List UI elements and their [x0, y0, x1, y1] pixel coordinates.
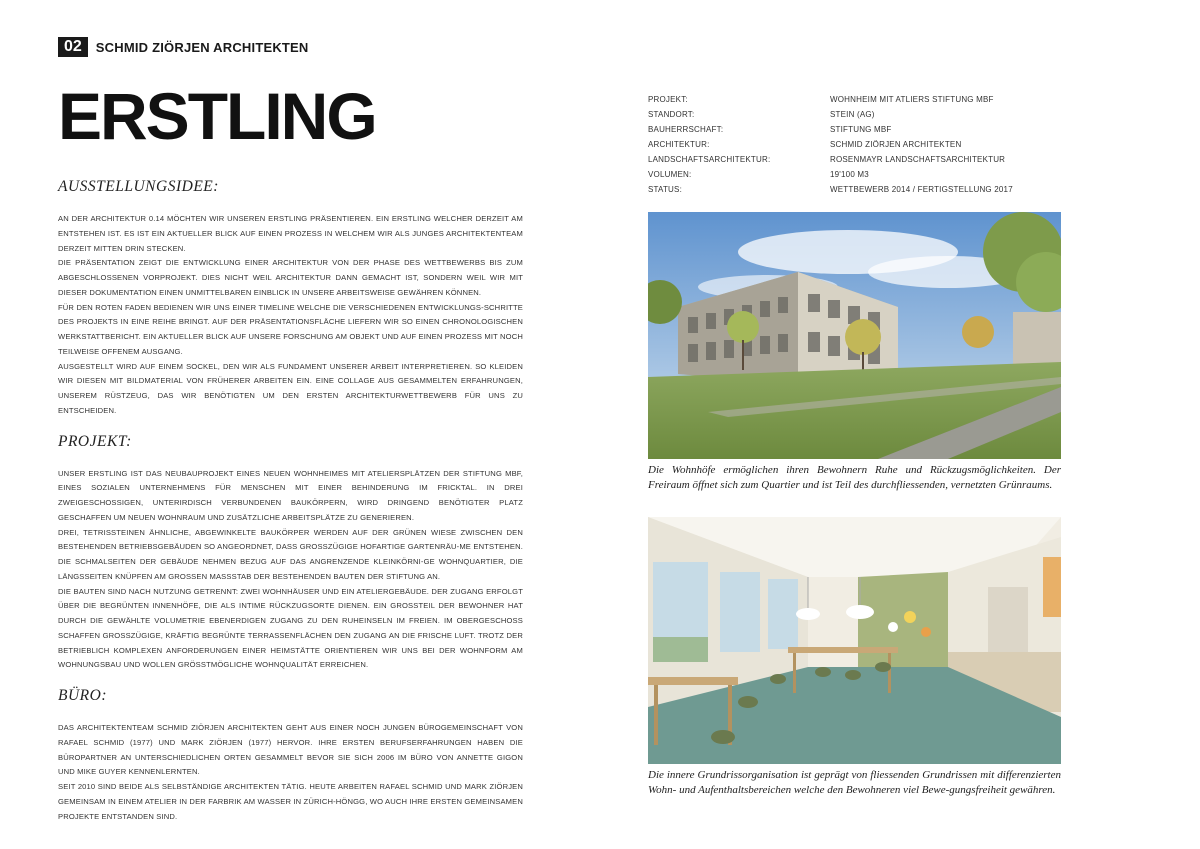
text-column [58, 178, 523, 824]
section-body-ausstellungsidee [58, 212, 523, 419]
interior-caption: Die innere Grundrissorganisation ist geprägt von fliessenden Grundrissen mit differenzierten Wohn- und Aufenthaltsbereichen welche den Bewohneren viel Bewe-gungsfreiheit gewähren. [648, 769, 1061, 796]
paragraph: FÜR DEN ROTEN FADEN BEDIENEN WIR UNS EINER TIMELINE WELCHE DIE VERSCHIEDENEN ENTWICKLUNGS-SCHRITTE DES PROJEKTS IN EINE REIHE BRINGT. AUF DER PRÄSENTATIONSFLÄCHE LIEFERN WIR SO EINEN CHRONOLOGISCHEN WERKSTATTBERICHT. EIN AKTUELLER BLICK AUF UNSERE FORSCHUNG AM OBJEKT UND AUF EINEN PROZESS MIT NOCH TEILWEISE OFFENEM AUSGANG. [58, 302, 523, 356]
section-body-projekt [58, 467, 523, 674]
paragraph: DIE BAUTEN SIND NACH NUTZUNG GETRENNT: ZWEI WOHNHÄUSER UND EIN ATELIERGEBÄUDE. DER ZUGANG ERFOLGT ÜBER DIE BEGRÜNTEN INNENHÖFE, DIE ALS INTIME RÜCKZUGSORTE DIENEN. EIN GROSSTEIL DER BEWOHNER HAT DURCH DIE GEWÄHLTE VOLUMETRIE EBENERDIGEN ZUGANG ZU DEN RUHEINSELN IM FREIEN. IM OBERGESCHOSS SCHAFFEN GROSSZÜGIGE, KRÄFTIG BEGRÜNTE TERRASSENFLÄCHEN DEN ZUGANG AN DIE FRISCHE LUFT. TROTZ DER BETRIEBLICH KOMPLEXEN ANFORDERUNGEN EINER HEIMSTÄTTE ORIENTIEREN WIR UNS BEI DER WOHNFORM AM WOHNUNGSBAU UND WOLLEN GRÖSSTMÖGLICHE WOHNQUALITÄT ERREICHEN. [58, 586, 523, 670]
fact-row [648, 107, 1060, 122]
fact-value: STEIN (AG) [830, 110, 875, 119]
section-heading-ausstellungsidee: AUSSTELLUNGSIDEE: [58, 178, 219, 195]
paragraph: DREI, TETRISSTEINEN ÄHNLICHE, ABGEWINKELTE BAUKÖRPER WERDEN AUF DER GRÜNEN WIESE ZWISCHEN DEN BESTEHENDEN BETRIEBSGEBÄUDEN SO ANGEORDNET, DASS GROSSZÜGIGE HOFARTIGE GARTENRÄU-ME ENTSTEHEN. DIE SCHMALSEITEN DER GEBÄUDE NEHMEN BEZUG AUF DAS ANGRENZENDE KLEINKÖRNI-GE WOHNQUARTIER, DIE LÄNGSSEITEN KNÜPFEN AM GROSSEN MASSSTAB DER BESTEHENDEN BAUTEN DER STIFTUNG AN. [58, 527, 523, 581]
fact-value: ROSENMAYR LANDSCHAFTSARCHITEKTUR [830, 155, 1006, 164]
paragraph: AUSGESTELLT WIRD AUF EINEM SOCKEL, DEN WIR ALS FUNDAMENT UNSERER ARBEIT INTERPRETIEREN. SO KLEIDEN WIR DIESEN MIT BILDMATERIAL VON FRÜHERER ARBEITEN EIN. EINE COLLAGE AUS GESAMMELTEN ERFAHRUNGEN, UNSEREM RÜSTZEUG, DAS WIR BENÖTIGTEN UM DEN ERSTEN ARCHITEKTURWETTBEWERB FÜR UNS ZU ENTSCHEIDEN. [58, 361, 523, 415]
fact-row [648, 152, 1060, 167]
fact-row [648, 122, 1060, 137]
paragraph: SEIT 2010 SIND BEIDE ALS SELBSTÄNDIGE ARCHITEKTEN TÄTIG. HEUTE ARBEITEN RAFAEL SCHMID UND MARK ZIÖRJEN GEMEINSAM IN EINEM ATELIER IN DER FARBRIK AM WASSER IN ZÜRICH-HÖNGG, WO AUCH IHRE ERSTEN GEMEINSAMEN PROJEKTE ENTSTANDEN SIND. [58, 782, 523, 821]
fact-row [648, 182, 1060, 197]
fact-label: STATUS: [648, 185, 682, 194]
project-facts [648, 92, 1060, 197]
section-body-buero [58, 721, 523, 824]
fact-value: SCHMID ZIÖRJEN ARCHITEKTEN [830, 140, 962, 149]
exterior-caption: Die Wohnhöfe ermöglichen ihren Bewohnern Ruhe und Rückzugsmöglichkeiten. Der Freiraum öffnet sich zum Quartier und ist Teil des durchfliessenden, vernetzten Grünraums. [648, 464, 1061, 491]
paragraph: DAS ARCHITEKTENTEAM SCHMID ZIÖRJEN ARCHITEKTEN GEHT AUS EINER NOCH JUNGEN BÜROGEMEINSCHAFT VON RAFAEL SCHMID (1977) UND MARK ZIÖRJEN (1977) HERVOR. IHRE ERSTEN BERUFSERFAHRUNGEN HABEN DIE BÜROPARTNER AN UNTERSCHIEDLICHEN ORTEN GESAMMELT BEVOR SIE SICH 2006 IM BÜRO VON ANNETTE GIGON UND MIKE GUYER KENNENLERNTEN. [58, 723, 523, 777]
section-heading-projekt: PROJEKT: [58, 432, 132, 450]
paragraph: AN DER ARCHITEKTUR 0.14 MÖCHTEN WIR UNSEREN ERSTLING PRÄSENTIEREN. EIN ERSTLING WELCHER DERZEIT AM ENTSTEHEN IST. ES IST EIN AKTUELLER BLICK AUF EINEN PROZESS IN WELCHEM WIR ALS JUNGES ARCHITEKTENTEAM DERZEIT MITTEN DRIN STECKEN. [58, 214, 523, 253]
fact-label: PROJEKT: [648, 95, 688, 104]
fact-value: WETTBEWERB 2014 / FERTIGSTELLUNG 2017 [830, 185, 1013, 194]
fact-row [648, 92, 1060, 107]
section-heading-buero: BÜRO: [58, 687, 107, 704]
paragraph: DIE PRÄSENTATION ZEIGT DIE ENTWICKLUNG EINER ARCHITEKTUR VON DER PHASE DES WETTBEWERBS BIS ZUM ABGESCHLOSSENEN VORPROJEKT. DIES NICHT WEIL ARCHITEKTUR DANN GEMACHT IST, SONDERN WEIL WIR MIT DIESER DOKUMENTATION EINEN UNMITTELBAREN EINBLICK IN UNSERE ARBEITSWEISE GEWÄHREN KÖNNEN. [58, 258, 523, 297]
paragraph: UNSER ERSTLING IST DAS NEUBAUPROJEKT EINES NEUEN WOHNHEIMES MIT ATELIERSPLÄTZEN DER STIFTUNG MBF, EINES SOZIALEN UNTERNEHMENS FÜR MENSCHEN MIT EINER BEHINDERUNG IM FRICKTAL. IN DREI ZWEIGESCHOSSIGEN, UNTERIRDISCH VERBUNDENEN BAUKÖRPERN, WIRD DRINGEND BENÖTIGTER PLATZ GESCHAFFEN UM NEUEN WOHNRAUM UND ZUSÄTZLICHE ARBEITSPLÄTZE ZU GENERIEREN. [58, 468, 523, 522]
project-title: ERSTLING [58, 79, 376, 153]
page-header [58, 37, 309, 57]
fact-label: VOLUMEN: [648, 170, 692, 179]
fact-label: LANDSCHAFTSARCHITEKTUR: [648, 155, 771, 164]
fact-value: WOHNHEIM MIT ATLIERS STIFTUNG MBF [830, 95, 994, 104]
fact-row [648, 167, 1060, 182]
fact-value: 19'100 M3 [830, 170, 869, 179]
fact-label: ARCHITEKTUR: [648, 140, 710, 149]
fact-value: STIFTUNG MBF [830, 125, 892, 134]
office-name: SCHMID ZIÖRJEN ARCHITEKTEN [95, 39, 309, 55]
interior-rendering [648, 517, 1061, 764]
fact-label: STANDORT: [648, 110, 695, 119]
page-number: 02 [58, 37, 88, 57]
fact-row [648, 137, 1060, 152]
fact-label: BAUHERRSCHAFT: [648, 125, 724, 134]
exterior-rendering [648, 212, 1061, 459]
